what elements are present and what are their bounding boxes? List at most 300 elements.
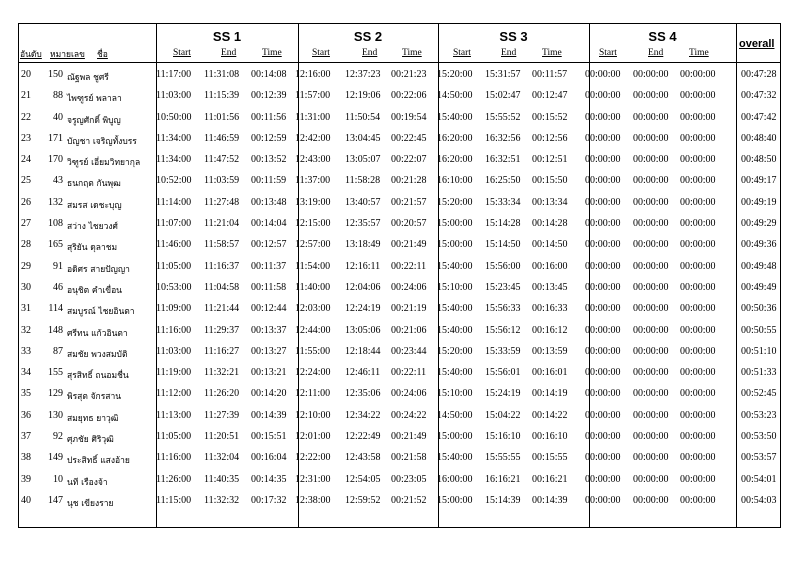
ss2-time-cell: 00:20:57 bbox=[391, 218, 427, 230]
ss1-start-cell: 11:17:00 bbox=[156, 69, 192, 80]
overall-cell: 00:53:57 bbox=[741, 452, 777, 464]
rank-cell: 22 bbox=[21, 111, 31, 123]
ss4-start-cell: 00:00:00 bbox=[585, 175, 621, 187]
ss3-end-cell: 15:31:57 bbox=[485, 69, 521, 80]
ss1-time-header: Time bbox=[262, 48, 282, 58]
ss4-time-cell: 00:00:00 bbox=[680, 324, 716, 336]
bib-cell: 150 bbox=[48, 69, 63, 80]
name-cell: อดิศร สายปัญญา bbox=[67, 264, 130, 275]
overall-cell: 00:53:50 bbox=[741, 431, 777, 443]
ss2-start-cell: 12:57:00 bbox=[295, 239, 331, 251]
ss3-start-cell: 15:40:00 bbox=[437, 303, 473, 315]
ss1-start-cell: 10:50:00 bbox=[156, 111, 192, 123]
ss3-end-cell: 16:16:21 bbox=[485, 473, 521, 485]
table-row bbox=[19, 214, 782, 235]
ss4-end-cell: 00:00:00 bbox=[633, 239, 669, 251]
ss4-end-cell: 00:00:00 bbox=[633, 218, 669, 230]
ss1-start-header: Start bbox=[173, 48, 191, 58]
ss1-end-cell: 11:15:39 bbox=[204, 90, 240, 102]
overall-header: overall bbox=[739, 38, 775, 50]
name-cell: อนุชิต คำเขื่อน bbox=[67, 285, 122, 296]
ss1-time-cell: 00:11:56 bbox=[251, 111, 287, 123]
ss2-time-header: Time bbox=[402, 48, 422, 58]
ss2-time-cell: 00:21:23 bbox=[391, 69, 427, 80]
ss3-end-cell: 15:56:00 bbox=[485, 260, 521, 272]
ss4-start-cell: 00:00:00 bbox=[585, 111, 621, 123]
name-cell: ไพฑูรย์ พลาลา bbox=[67, 94, 122, 105]
ss3-end-cell: 15:56:01 bbox=[485, 367, 521, 379]
bib-cell: 171 bbox=[48, 132, 63, 144]
ss3-time-cell: 00:15:52 bbox=[532, 111, 568, 123]
ss1-start-cell: 11:14:00 bbox=[156, 196, 192, 208]
ss4-start-cell: 00:00:00 bbox=[585, 69, 621, 80]
overall-cell: 00:47:42 bbox=[741, 111, 777, 123]
table-row bbox=[19, 86, 782, 107]
ss3-time-cell: 00:12:56 bbox=[532, 132, 568, 144]
ss1-start-cell: 11:05:00 bbox=[156, 431, 192, 443]
ss1-time-cell: 00:11:58 bbox=[251, 281, 287, 293]
ss3-time-cell: 00:14:28 bbox=[532, 218, 568, 230]
bib-cell: 40 bbox=[53, 111, 63, 123]
ss4-end-cell: 00:00:00 bbox=[633, 175, 669, 187]
ss4-start-cell: 00:00:00 bbox=[585, 303, 621, 315]
ss4-time-cell: 00:00:00 bbox=[680, 367, 716, 379]
ss2-time-cell: 00:21:06 bbox=[391, 324, 427, 336]
ss4-start-cell: 00:00:00 bbox=[585, 196, 621, 208]
name-cell: บัญชา เจริญทั้งบรร bbox=[67, 136, 137, 147]
ss3-start-cell: 16:00:00 bbox=[437, 473, 473, 485]
ss4-end-cell: 00:00:00 bbox=[633, 132, 669, 144]
ss4-end-header: End bbox=[648, 48, 664, 58]
ss3-end-cell: 15:02:47 bbox=[485, 90, 521, 102]
ss1-time-cell: 00:13:37 bbox=[251, 324, 287, 336]
ss2-end-cell: 12:37:23 bbox=[345, 69, 381, 80]
ss1-end-cell: 11:21:44 bbox=[204, 303, 240, 315]
ss2-end-cell: 12:34:22 bbox=[345, 409, 381, 421]
overall-cell: 00:53:23 bbox=[741, 409, 777, 421]
ss1-start-cell: 11:15:00 bbox=[156, 494, 192, 506]
rank-cell: 33 bbox=[21, 345, 31, 357]
ss3-time-cell: 00:16:33 bbox=[532, 303, 568, 315]
bib-cell: 155 bbox=[48, 367, 63, 379]
rank-cell: 24 bbox=[21, 154, 31, 166]
ss4-time-cell: 00:00:00 bbox=[680, 69, 716, 80]
bib-cell: 149 bbox=[48, 452, 63, 464]
ss1-start-cell: 11:13:00 bbox=[156, 409, 192, 421]
ss4-end-cell: 00:00:00 bbox=[633, 196, 669, 208]
table-row bbox=[19, 384, 782, 405]
ss2-start-header: Start bbox=[312, 48, 330, 58]
ss3-end-header: End bbox=[501, 48, 517, 58]
ss2-time-cell: 00:21:19 bbox=[391, 303, 427, 315]
ss3-start-cell: 16:20:00 bbox=[437, 154, 473, 166]
name-cell: ศรีทน แก้วอินตา bbox=[67, 328, 128, 339]
ss4-end-cell: 00:00:00 bbox=[633, 111, 669, 123]
rank-cell: 31 bbox=[21, 303, 31, 315]
ss2-time-cell: 00:24:22 bbox=[391, 409, 427, 421]
ss3-end-cell: 16:25:50 bbox=[485, 175, 521, 187]
ss1-end-cell: 11:47:52 bbox=[204, 154, 240, 166]
ss4-time-cell: 00:00:00 bbox=[680, 260, 716, 272]
results-table bbox=[18, 23, 781, 528]
table-row bbox=[19, 150, 782, 171]
ss3-time-cell: 00:16:12 bbox=[532, 324, 568, 336]
ss3-start-cell: 15:00:00 bbox=[437, 239, 473, 251]
ss4-end-cell: 00:00:00 bbox=[633, 345, 669, 357]
name-cell: วิฑูรย์ เอี่ยมวิทยากุล bbox=[67, 158, 141, 169]
table-row bbox=[19, 65, 782, 86]
ss3-end-cell: 15:14:28 bbox=[485, 218, 521, 230]
ss4-end-cell: 00:00:00 bbox=[633, 90, 669, 102]
ss4-start-cell: 00:00:00 bbox=[585, 388, 621, 400]
overall-cell: 00:48:50 bbox=[741, 154, 777, 166]
ss4-end-cell: 00:00:00 bbox=[633, 69, 669, 80]
bib-cell: 87 bbox=[53, 345, 63, 357]
bib-cell: 132 bbox=[48, 196, 63, 208]
ss2-start-cell: 11:40:00 bbox=[295, 281, 331, 293]
ss3-start-cell: 15:20:00 bbox=[437, 196, 473, 208]
ss3-end-cell: 15:16:10 bbox=[485, 431, 521, 443]
ss1-time-cell: 00:12:39 bbox=[251, 90, 287, 102]
ss1-end-cell: 11:26:20 bbox=[204, 388, 240, 400]
ss2-end-cell: 12:54:05 bbox=[345, 473, 381, 485]
ss1-end-cell: 11:04:58 bbox=[204, 281, 240, 293]
ss3-start-header: Start bbox=[453, 48, 471, 58]
ss4-time-cell: 00:00:00 bbox=[680, 409, 716, 421]
ss2-start-cell: 12:01:00 bbox=[295, 431, 331, 443]
overall-cell: 00:50:36 bbox=[741, 303, 777, 315]
ss3-time-cell: 00:12:47 bbox=[532, 90, 568, 102]
overall-cell: 00:49:29 bbox=[741, 218, 777, 230]
ss1-start-cell: 11:09:00 bbox=[156, 303, 192, 315]
ss3-time-cell: 00:13:34 bbox=[532, 196, 568, 208]
rank-header: อันดับ bbox=[20, 50, 42, 60]
ss1-end-cell: 11:21:04 bbox=[204, 218, 240, 230]
ss3-start-cell: 15:40:00 bbox=[437, 452, 473, 464]
ss2-start-cell: 12:16:00 bbox=[295, 69, 331, 80]
rank-cell: 27 bbox=[21, 218, 31, 230]
ss2-start-cell: 11:31:00 bbox=[295, 111, 331, 123]
ss1-end-header: End bbox=[221, 48, 237, 58]
overall-cell: 00:49:49 bbox=[741, 281, 777, 293]
ss3-time-cell: 00:15:50 bbox=[532, 175, 568, 187]
rank-cell: 20 bbox=[21, 69, 31, 80]
ss1-time-cell: 00:11:37 bbox=[251, 260, 287, 272]
ss4-time-cell: 00:00:00 bbox=[680, 281, 716, 293]
ss3-end-cell: 15:24:19 bbox=[485, 388, 521, 400]
table-body bbox=[19, 65, 782, 512]
table-row bbox=[19, 171, 782, 192]
table-row bbox=[19, 321, 782, 342]
ss4-time-header: Time bbox=[689, 48, 709, 58]
table-row bbox=[19, 299, 782, 320]
name-cell: สมบูรณ์ ไชยอินตา bbox=[67, 307, 135, 318]
rank-cell: 29 bbox=[21, 260, 31, 272]
ss3-time-cell: 00:14:22 bbox=[532, 409, 568, 421]
overall-cell: 00:47:32 bbox=[741, 90, 777, 102]
bib-cell: 170 bbox=[48, 154, 63, 166]
overall-cell: 00:49:17 bbox=[741, 175, 777, 187]
ss1-end-cell: 11:16:37 bbox=[204, 260, 240, 272]
ss2-time-cell: 00:23:44 bbox=[391, 345, 427, 357]
bib-cell: 148 bbox=[48, 324, 63, 336]
ss2-end-cell: 12:43:58 bbox=[345, 452, 381, 464]
ss4-time-cell: 00:00:00 bbox=[680, 431, 716, 443]
ss2-start-cell: 12:15:00 bbox=[295, 218, 331, 230]
rank-cell: 39 bbox=[21, 473, 31, 485]
ss1-time-cell: 00:11:59 bbox=[251, 175, 287, 187]
ss2-time-cell: 00:23:05 bbox=[391, 473, 427, 485]
bib-cell: 114 bbox=[48, 303, 63, 315]
stage-header-ss4: SS 4 bbox=[648, 29, 677, 44]
ss3-end-cell: 16:32:51 bbox=[485, 154, 521, 166]
ss4-start-cell: 00:00:00 bbox=[585, 473, 621, 485]
table-row bbox=[19, 342, 782, 363]
ss3-start-cell: 15:40:00 bbox=[437, 260, 473, 272]
ss4-start-cell: 00:00:00 bbox=[585, 281, 621, 293]
ss3-start-cell: 14:50:00 bbox=[437, 90, 473, 102]
ss3-start-cell: 16:20:00 bbox=[437, 132, 473, 144]
ss4-end-cell: 00:00:00 bbox=[633, 303, 669, 315]
ss3-end-cell: 15:55:55 bbox=[485, 452, 521, 464]
ss4-time-cell: 00:00:00 bbox=[680, 154, 716, 166]
ss4-start-cell: 00:00:00 bbox=[585, 90, 621, 102]
name-cell: สมชัย พวงสมบัติ bbox=[67, 349, 128, 360]
ss2-end-cell: 11:50:54 bbox=[345, 111, 381, 123]
ss3-start-cell: 16:10:00 bbox=[437, 175, 473, 187]
table-row bbox=[19, 427, 782, 448]
ss3-time-header: Time bbox=[542, 48, 562, 58]
ss4-time-cell: 00:00:00 bbox=[680, 303, 716, 315]
ss4-time-cell: 00:00:00 bbox=[680, 132, 716, 144]
ss4-time-cell: 00:00:00 bbox=[680, 90, 716, 102]
name-cell: ธนกฤต กันพุฒ bbox=[67, 179, 121, 190]
ss1-start-cell: 11:07:00 bbox=[156, 218, 192, 230]
name-cell: นุช เขียงราย bbox=[67, 498, 114, 509]
ss3-start-cell: 15:00:00 bbox=[437, 431, 473, 443]
ss4-start-cell: 00:00:00 bbox=[585, 494, 621, 506]
ss2-time-cell: 00:21:28 bbox=[391, 175, 427, 187]
name-cell: จรูญศักดิ์ พิบูญ bbox=[67, 115, 121, 126]
ss2-time-cell: 00:21:49 bbox=[391, 239, 427, 251]
bib-cell: 46 bbox=[53, 281, 63, 293]
ss1-time-cell: 00:14:04 bbox=[251, 218, 287, 230]
ss2-start-cell: 12:11:00 bbox=[295, 388, 331, 400]
ss1-end-cell: 11:20:51 bbox=[204, 431, 240, 443]
rank-cell: 37 bbox=[21, 431, 31, 443]
ss4-end-cell: 00:00:00 bbox=[633, 154, 669, 166]
ss4-end-cell: 00:00:00 bbox=[633, 409, 669, 421]
ss4-end-cell: 00:00:00 bbox=[633, 367, 669, 379]
name-cell: ณัฐพล ชูศรี bbox=[67, 73, 109, 83]
ss3-start-cell: 14:50:00 bbox=[437, 409, 473, 421]
rank-cell: 38 bbox=[21, 452, 31, 464]
ss1-end-cell: 11:27:39 bbox=[204, 409, 240, 421]
rank-cell: 25 bbox=[21, 175, 31, 187]
name-cell: สว่าง ไชยวงศ์ bbox=[67, 222, 118, 233]
ss3-time-cell: 00:12:51 bbox=[532, 154, 568, 166]
rank-cell: 36 bbox=[21, 409, 31, 421]
ss2-start-cell: 12:44:00 bbox=[295, 324, 331, 336]
ss4-start-header: Start bbox=[599, 48, 617, 58]
ss2-start-cell: 11:55:00 bbox=[295, 345, 331, 357]
name-header: ชื่อ bbox=[97, 50, 108, 60]
ss3-time-cell: 00:13:45 bbox=[532, 281, 568, 293]
ss4-start-cell: 00:00:00 bbox=[585, 239, 621, 251]
ss2-time-cell: 00:22:45 bbox=[391, 132, 427, 144]
ss3-start-cell: 15:10:00 bbox=[437, 388, 473, 400]
stage-header-ss1: SS 1 bbox=[212, 29, 242, 44]
ss2-time-cell: 00:22:07 bbox=[391, 154, 427, 166]
ss2-start-cell: 13:19:00 bbox=[295, 196, 331, 208]
ss2-end-header: End bbox=[362, 48, 378, 58]
ss2-end-cell: 12:22:49 bbox=[345, 431, 381, 443]
ss4-end-cell: 00:00:00 bbox=[633, 494, 669, 506]
stage-header-ss2: SS 2 bbox=[353, 29, 383, 44]
ss1-time-cell: 00:17:32 bbox=[251, 494, 287, 506]
overall-cell: 00:51:10 bbox=[741, 345, 777, 357]
rank-cell: 40 bbox=[21, 494, 31, 506]
table-row bbox=[19, 448, 782, 469]
ss1-start-cell: 11:19:00 bbox=[156, 367, 192, 379]
ss1-start-cell: 11:34:00 bbox=[156, 154, 192, 166]
table-row bbox=[19, 257, 782, 278]
ss3-end-cell: 15:14:39 bbox=[485, 494, 521, 506]
rank-cell: 35 bbox=[21, 388, 31, 400]
ss4-time-cell: 00:00:00 bbox=[680, 452, 716, 464]
ss2-end-cell: 12:24:19 bbox=[345, 303, 381, 315]
ss4-time-cell: 00:00:00 bbox=[680, 239, 716, 251]
stage-header-ss3: SS 3 bbox=[499, 29, 528, 44]
name-cell: สมรส เดชะบุญ bbox=[67, 200, 122, 211]
ss3-time-cell: 00:14:19 bbox=[532, 388, 568, 400]
bib-cell: 165 bbox=[48, 239, 63, 251]
ss4-time-cell: 00:00:00 bbox=[680, 345, 716, 357]
ss4-start-cell: 00:00:00 bbox=[585, 431, 621, 443]
ss3-time-cell: 00:15:55 bbox=[532, 452, 568, 464]
ss4-start-cell: 00:00:00 bbox=[585, 452, 621, 464]
ss3-start-cell: 15:20:00 bbox=[437, 69, 473, 80]
ss4-time-cell: 00:00:00 bbox=[680, 218, 716, 230]
ss3-start-cell: 15:00:00 bbox=[437, 494, 473, 506]
ss4-time-cell: 00:00:00 bbox=[680, 473, 716, 485]
bib-header: หมายเลข bbox=[50, 50, 85, 60]
table-row bbox=[19, 363, 782, 384]
ss2-end-cell: 12:19:06 bbox=[345, 90, 381, 102]
ss2-start-cell: 12:42:00 bbox=[295, 132, 331, 144]
ss2-start-cell: 12:10:00 bbox=[295, 409, 331, 421]
bib-cell: 129 bbox=[48, 388, 63, 400]
ss1-start-cell: 10:53:00 bbox=[156, 281, 192, 293]
ss2-start-cell: 11:57:00 bbox=[295, 90, 331, 102]
ss4-start-cell: 00:00:00 bbox=[585, 132, 621, 144]
bib-cell: 108 bbox=[48, 218, 63, 230]
ss3-time-cell: 00:16:10 bbox=[532, 431, 568, 443]
name-cell: สมยุทธ ยาวุฒิ bbox=[67, 413, 119, 424]
table-row bbox=[19, 406, 782, 427]
ss1-time-cell: 00:16:04 bbox=[251, 452, 287, 464]
ss1-time-cell: 00:14:39 bbox=[251, 409, 287, 421]
ss1-start-cell: 11:03:00 bbox=[156, 345, 192, 357]
ss3-end-cell: 15:04:22 bbox=[485, 409, 521, 421]
ss2-time-cell: 00:21:57 bbox=[391, 196, 427, 208]
ss4-start-cell: 00:00:00 bbox=[585, 409, 621, 421]
ss2-end-cell: 12:35:57 bbox=[345, 218, 381, 230]
ss3-start-cell: 15:20:00 bbox=[437, 345, 473, 357]
ss2-end-cell: 12:46:11 bbox=[345, 367, 381, 379]
ss4-start-cell: 00:00:00 bbox=[585, 154, 621, 166]
ss4-end-cell: 00:00:00 bbox=[633, 431, 669, 443]
ss1-end-cell: 11:40:35 bbox=[204, 473, 240, 485]
ss3-time-cell: 00:16:21 bbox=[532, 473, 568, 485]
bib-cell: 43 bbox=[53, 175, 63, 187]
name-cell: สุริยัน ดุลาชม bbox=[67, 243, 118, 254]
ss3-start-cell: 15:40:00 bbox=[437, 367, 473, 379]
ss4-end-cell: 00:00:00 bbox=[633, 260, 669, 272]
ss4-end-cell: 00:00:00 bbox=[633, 473, 669, 485]
ss4-time-cell: 00:00:00 bbox=[680, 196, 716, 208]
ss1-time-cell: 00:15:51 bbox=[251, 431, 287, 443]
ss3-time-cell: 00:14:39 bbox=[532, 494, 568, 506]
ss4-start-cell: 00:00:00 bbox=[585, 260, 621, 272]
ss3-time-cell: 00:11:57 bbox=[532, 69, 568, 80]
ss2-start-cell: 12:03:00 bbox=[295, 303, 331, 315]
ss3-end-cell: 15:23:45 bbox=[485, 281, 521, 293]
ss3-end-cell: 15:56:12 bbox=[485, 324, 521, 336]
ss1-time-cell: 00:14:08 bbox=[251, 69, 287, 80]
rank-cell: 21 bbox=[21, 90, 31, 102]
ss3-end-cell: 15:56:33 bbox=[485, 303, 521, 315]
ss1-end-cell: 11:01:56 bbox=[204, 111, 240, 123]
ss2-end-cell: 13:05:07 bbox=[345, 154, 381, 166]
ss1-start-cell: 11:16:00 bbox=[156, 324, 192, 336]
ss2-start-cell: 12:22:00 bbox=[295, 452, 331, 464]
overall-cell: 00:54:03 bbox=[741, 494, 777, 506]
overall-cell: 00:54:01 bbox=[741, 473, 777, 485]
ss3-time-cell: 00:16:01 bbox=[532, 367, 568, 379]
ss2-end-cell: 12:04:06 bbox=[345, 281, 381, 293]
ss1-time-cell: 00:12:59 bbox=[251, 132, 287, 144]
ss2-time-cell: 00:22:11 bbox=[391, 367, 427, 379]
ss3-end-cell: 15:14:50 bbox=[485, 239, 521, 251]
ss1-time-cell: 00:13:52 bbox=[251, 154, 287, 166]
overall-cell: 00:49:19 bbox=[741, 196, 777, 208]
ss4-end-cell: 00:00:00 bbox=[633, 452, 669, 464]
rank-cell: 30 bbox=[21, 281, 31, 293]
ss1-time-cell: 00:13:48 bbox=[251, 196, 287, 208]
ss2-end-cell: 11:58:28 bbox=[345, 175, 381, 187]
name-cell: นที เรืองจ้า bbox=[67, 477, 108, 488]
bib-cell: 91 bbox=[53, 260, 63, 272]
bib-cell: 88 bbox=[53, 90, 63, 102]
ss1-start-cell: 11:12:00 bbox=[156, 388, 192, 400]
ss2-time-cell: 00:21:49 bbox=[391, 431, 427, 443]
ss3-end-cell: 15:33:59 bbox=[485, 345, 521, 357]
overall-cell: 00:49:48 bbox=[741, 260, 777, 272]
ss1-start-cell: 11:46:00 bbox=[156, 239, 192, 251]
ss2-start-cell: 12:24:00 bbox=[295, 367, 331, 379]
ss1-end-cell: 11:32:04 bbox=[204, 452, 240, 464]
table-row bbox=[19, 108, 782, 129]
name-cell: สุรสิทธิ์ ถนอมชื่น bbox=[67, 371, 129, 382]
ss3-time-cell: 00:14:50 bbox=[532, 239, 568, 251]
overall-cell: 00:49:36 bbox=[741, 239, 777, 251]
rank-cell: 28 bbox=[21, 239, 31, 251]
ss2-time-cell: 00:24:06 bbox=[391, 281, 427, 293]
ss4-time-cell: 00:00:00 bbox=[680, 494, 716, 506]
ss1-time-cell: 00:13:21 bbox=[251, 367, 287, 379]
ss3-time-cell: 00:16:00 bbox=[532, 260, 568, 272]
